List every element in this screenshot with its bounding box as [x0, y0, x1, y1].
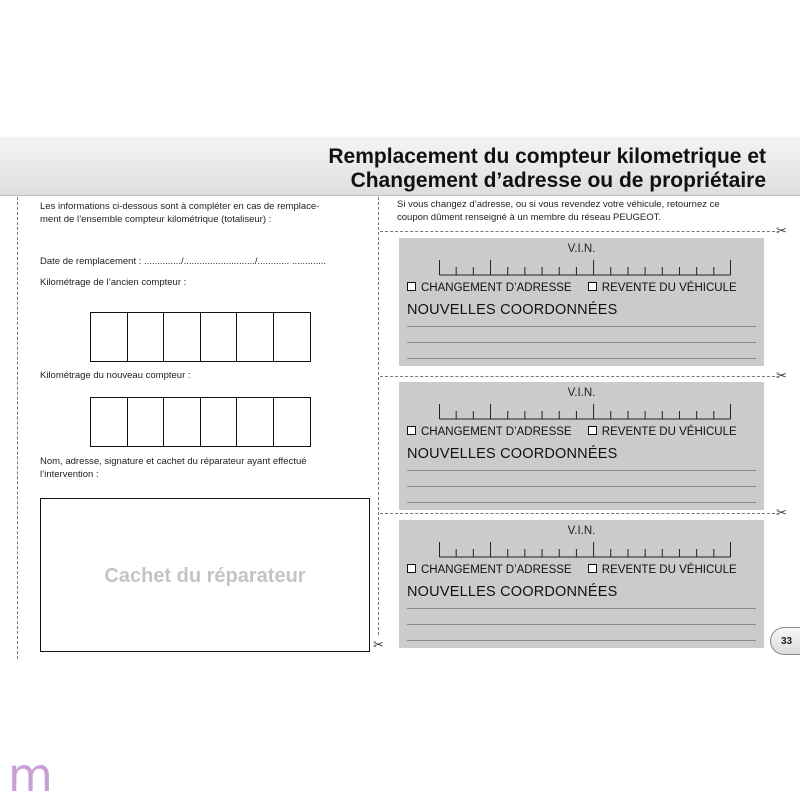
right-intro-line-1: Si vous changez d’adresse, ou si vous revendez votre véhicule, retournez ce — [397, 199, 720, 210]
coupon-options — [407, 564, 737, 576]
old-counter-digit[interactable] — [273, 312, 311, 362]
title-line-2: Changement d’adresse ou de propriétaire — [350, 169, 766, 192]
write-line[interactable] — [407, 486, 756, 487]
write-line[interactable] — [407, 342, 756, 343]
new-counter-digit[interactable] — [90, 397, 128, 447]
repairer-info-line-1: Nom, adresse, signature et cachet du réparateur ayant effectué — [40, 456, 307, 467]
page-header — [0, 137, 800, 196]
coupon-options — [407, 282, 737, 294]
option-address-change[interactable] — [407, 564, 572, 576]
option-vehicle-sale[interactable] — [588, 426, 737, 438]
m-logo: m — [8, 748, 53, 802]
write-line[interactable] — [407, 502, 756, 503]
option-address-label: CHANGEMENT D’ADRESSE — [421, 426, 572, 438]
option-sale-label: REVENTE DU VÉHICULE — [601, 564, 737, 576]
write-line[interactable] — [407, 640, 756, 641]
scissors-icon: ✂ — [776, 506, 787, 521]
right-intro-line-2: coupon dûment renseigné à un membre du réseau PEUGEOT. — [397, 212, 662, 223]
replacement-date-field[interactable]: Date de remplacement : ............../.........................../............ ............. — [40, 256, 327, 267]
new-counter-digit[interactable] — [163, 397, 201, 447]
option-address-label: CHANGEMENT D’ADRESSE — [421, 282, 572, 294]
checkbox[interactable] — [588, 564, 597, 573]
option-vehicle-sale[interactable] — [588, 564, 737, 576]
vin-entry-ruler[interactable] — [439, 542, 731, 558]
new-counter-digit[interactable] — [236, 397, 274, 447]
option-sale-label: REVENTE DU VÉHICULE — [601, 282, 737, 294]
repairer-info-label — [40, 455, 370, 481]
vin-ruler-svg — [439, 260, 731, 276]
write-line[interactable] — [407, 470, 756, 471]
left-cut-line — [17, 197, 18, 659]
middle-cut-line — [378, 197, 379, 635]
page-number — [770, 627, 800, 655]
old-counter-digit[interactable] — [127, 312, 165, 362]
checkbox[interactable] — [407, 426, 416, 435]
left-intro-line-2: ment de l’ensemble compteur kilométrique (totaliseur) : — [40, 214, 272, 225]
checkbox[interactable] — [588, 282, 597, 291]
old-counter-digit[interactable] — [163, 312, 201, 362]
new-details-label: NOUVELLES COORDONNÉES — [407, 584, 618, 600]
right-intro — [397, 198, 767, 224]
stamp-placeholder-text: Cachet du réparateur — [104, 565, 306, 587]
new-details-label: NOUVELLES COORDONNÉES — [407, 446, 618, 462]
coupon-cut-line — [380, 513, 775, 514]
repairer-stamp-box[interactable] — [40, 498, 370, 652]
write-line[interactable] — [407, 624, 756, 625]
option-sale-label: REVENTE DU VÉHICULE — [601, 426, 737, 438]
scissors-icon: ✂ — [373, 638, 384, 653]
coupon — [399, 382, 764, 510]
old-counter-digit[interactable] — [200, 312, 238, 362]
new-counter-digit[interactable] — [127, 397, 165, 447]
checkbox[interactable] — [407, 564, 416, 573]
checkbox[interactable] — [588, 426, 597, 435]
vin-label: V.I.N. — [567, 525, 596, 537]
scissors-icon: ✂ — [776, 224, 787, 239]
vin-entry-ruler[interactable] — [439, 260, 731, 276]
vin-label: V.I.N. — [567, 243, 596, 255]
repairer-info-line-2: l’intervention : — [40, 469, 99, 480]
coupon-cut-line — [380, 231, 775, 232]
write-line[interactable] — [407, 326, 756, 327]
coupon — [399, 238, 764, 366]
title-line-1: Remplacement du compteur kilometrique et — [328, 145, 766, 168]
vin-ruler-svg — [439, 404, 731, 420]
old-counter-digit[interactable] — [236, 312, 274, 362]
option-address-change[interactable] — [407, 426, 572, 438]
old-counter-label: Kilométrage de l’ancien compteur : — [40, 277, 187, 288]
coupon-options — [407, 426, 737, 438]
checkbox[interactable] — [407, 282, 416, 291]
write-line[interactable] — [407, 358, 756, 359]
vin-label: V.I.N. — [567, 387, 596, 399]
left-intro-line-1: Les informations ci-dessous sont à compléter en cas de remplace- — [40, 201, 320, 212]
page-title — [328, 145, 766, 193]
new-counter-label: Kilométrage du nouveau compteur : — [40, 370, 191, 381]
scissors-icon: ✂ — [776, 369, 787, 384]
old-counter-digit[interactable] — [90, 312, 128, 362]
old-counter-boxes[interactable] — [90, 312, 309, 362]
vin-entry-ruler[interactable] — [439, 404, 731, 420]
new-details-label: NOUVELLES COORDONNÉES — [407, 302, 618, 318]
new-counter-digit[interactable] — [200, 397, 238, 447]
option-address-label: CHANGEMENT D’ADRESSE — [421, 564, 572, 576]
page-number-text: 33 — [781, 635, 793, 647]
new-counter-boxes[interactable] — [90, 397, 309, 447]
write-line[interactable] — [407, 608, 756, 609]
coupon — [399, 520, 764, 648]
option-vehicle-sale[interactable] — [588, 282, 737, 294]
option-address-change[interactable] — [407, 282, 572, 294]
left-intro — [40, 200, 370, 226]
vin-ruler-svg — [439, 542, 731, 558]
coupon-cut-line — [380, 376, 775, 377]
new-counter-digit[interactable] — [273, 397, 311, 447]
